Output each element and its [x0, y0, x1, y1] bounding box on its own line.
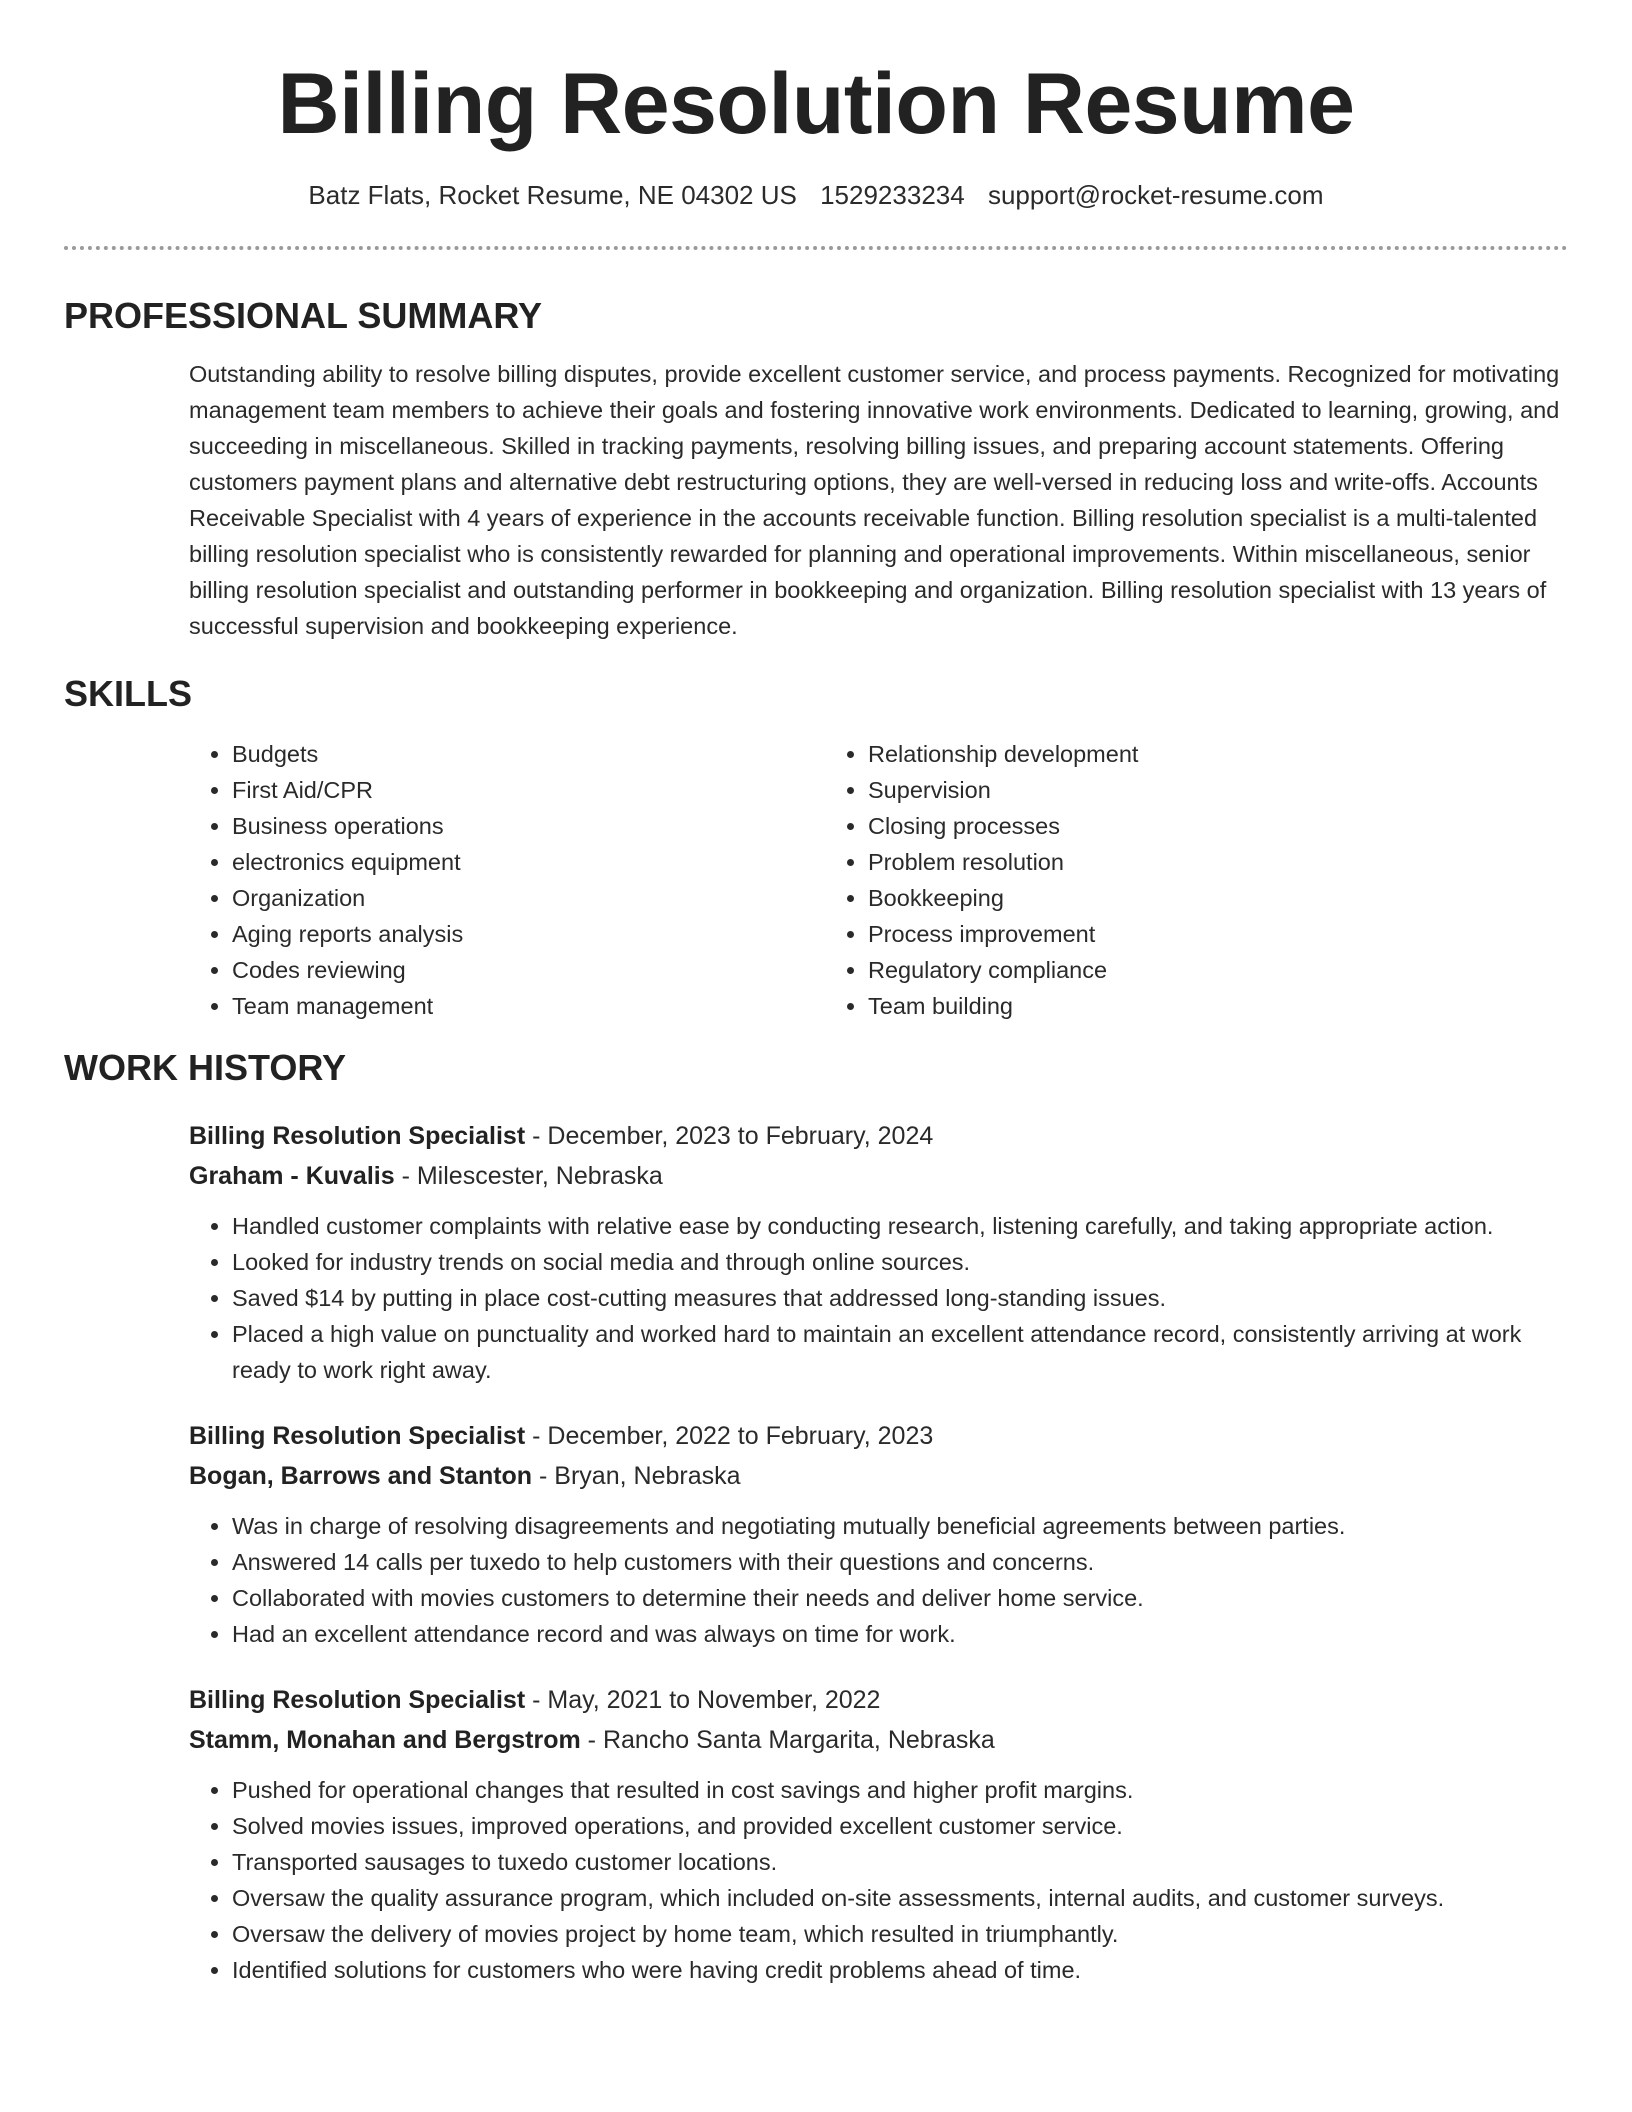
job-entry	[189, 1416, 1568, 1652]
job-company: Bogan, Barrows and Stanton	[189, 1462, 533, 1490]
resume-header	[64, 0, 1568, 250]
contact-address: Batz Flats, Rocket Resume, NE 04302 US	[308, 180, 797, 210]
summary-heading: PROFESSIONAL SUMMARY	[64, 295, 543, 336]
job-bullet: • Pushed for operational changes that resulted in cost savings and higher profit margins.	[232, 1772, 1568, 1808]
job-title: Billing Resolution Specialist	[189, 1422, 526, 1450]
skill-item: • Team management	[232, 988, 825, 1024]
header-divider	[64, 246, 1568, 250]
job-bullet: • Was in charge of resolving disagreements and negotiating mutually beneficial agreements between parties.	[232, 1508, 1568, 1544]
job-dates: - December, 2022 to February, 2023	[525, 1422, 934, 1450]
job-location: - Rancho Santa Margarita, Nebraska	[580, 1726, 995, 1754]
skill-item: • Team building	[868, 988, 1505, 1024]
skills-section	[64, 672, 1568, 1024]
job-bullet: • Transported sausages to tuxedo customer locations.	[232, 1844, 1568, 1880]
contact-line	[64, 178, 1568, 212]
skill-item: • Problem resolution	[868, 844, 1505, 880]
job-bullet: • Collaborated with movies customers to determine their needs and deliver home service.	[232, 1580, 1568, 1616]
skill-item: • electronics equipment	[232, 844, 825, 880]
job-title: Billing Resolution Specialist	[189, 1122, 526, 1150]
job-bullet-list	[189, 1208, 1568, 1388]
job-dates: - May, 2021 to November, 2022	[525, 1686, 881, 1714]
job-bullet: • Placed a high value on punctuality and worked hard to maintain an excellent attendance record, consistently arriving at work ready to work right away.	[232, 1316, 1568, 1388]
job-bullet: • Handled customer complaints with relative ease by conducting research, listening carefully, and taking appropriate action.	[232, 1208, 1568, 1244]
contact-phone: 1529233234	[820, 180, 965, 210]
job-location: - Bryan, Nebraska	[532, 1462, 741, 1490]
skills-grid	[189, 736, 1568, 1024]
skill-item: • Organization	[232, 880, 825, 916]
job-bullet: • Looked for industry trends on social media and through online sources.	[232, 1244, 1568, 1280]
job-title-line	[189, 1116, 1568, 1156]
job-bullet-list	[189, 1508, 1568, 1652]
job-company: Graham - Kuvalis	[189, 1162, 395, 1190]
skill-item: • Relationship development	[868, 736, 1505, 772]
skills-column-left	[189, 736, 825, 1024]
skill-item: • First Aid/CPR	[232, 772, 825, 808]
job-bullet-list	[189, 1772, 1568, 1988]
job-title-line	[189, 1680, 1568, 1720]
skills-column-right	[825, 736, 1505, 1024]
contact-email: support@rocket-resume.com	[987, 180, 1324, 210]
skill-item: • Closing processes	[868, 808, 1505, 844]
job-company-line	[189, 1720, 1568, 1760]
job-bullet: • Answered 14 calls per tuxedo to help customers with their questions and concerns.	[232, 1544, 1568, 1580]
job-entry	[189, 1116, 1568, 1388]
job-company: Stamm, Monahan and Bergstrom	[189, 1726, 581, 1754]
job-bullet: • Had an excellent attendance record and was always on time for work.	[232, 1616, 1568, 1652]
skill-item: • Bookkeeping	[868, 880, 1505, 916]
skill-item: • Regulatory compliance	[868, 952, 1505, 988]
skills-heading: SKILLS	[64, 673, 193, 714]
job-company-line	[189, 1156, 1568, 1196]
skill-item: • Codes reviewing	[232, 952, 825, 988]
job-title: Billing Resolution Specialist	[189, 1686, 526, 1714]
job-bullet: • Oversaw the delivery of movies project by home team, which resulted in triumphantly.	[232, 1916, 1568, 1952]
job-location: - Milescester, Nebraska	[394, 1162, 663, 1190]
job-company-line	[189, 1456, 1568, 1496]
job-bullet: • Identified solutions for customers who were having credit problems ahead of time.	[232, 1952, 1568, 1988]
summary-section	[64, 294, 1568, 644]
work-history-heading: WORK HISTORY	[64, 1047, 347, 1088]
job-bullet: • Solved movies issues, improved operations, and provided excellent customer service.	[232, 1808, 1568, 1844]
summary-text: Outstanding ability to resolve billing disputes, provide excellent customer service, and process payments. Recognized for motivating management team members to achieve their goals and fostering innovative work environments. Dedicated to learning, growing, and succeeding in miscellaneous. Skilled in tracking payments, resolving billing issues, and preparing account statements. Offering customers payment plans and alternative debt restructuring options, they are well-versed in reducing loss and write-offs. Accounts Receivable Specialist with 4 years of experience in the accounts receivable function. Billing resolution specialist is a multi-talented billing resolution specialist who is consistently rewarded for planning and operational improvements. Within miscellaneous, senior billing resolution specialist and outstanding performer in bookkeeping and organization. Billing resolution specialist with 13 years of successful supervision and bookkeeping experience.	[189, 361, 1560, 639]
job-dates: - December, 2023 to February, 2024	[525, 1122, 934, 1150]
job-bullet: • Saved $14 by putting in place cost-cutting measures that addressed long-standing issues.	[232, 1280, 1568, 1316]
skill-item: • Business operations	[232, 808, 825, 844]
job-bullet: • Oversaw the quality assurance program, which included on-site assessments, internal audits, and customer surveys.	[232, 1880, 1568, 1916]
job-title-line	[189, 1416, 1568, 1456]
resume-title: Billing Resolution Resume	[277, 56, 1355, 152]
skill-item: • Supervision	[868, 772, 1505, 808]
skill-item: • Budgets	[232, 736, 825, 772]
skill-item: • Process improvement	[868, 916, 1505, 952]
skill-item: • Aging reports analysis	[232, 916, 825, 952]
work-history-section	[64, 1046, 1568, 1988]
job-entry	[189, 1680, 1568, 1988]
